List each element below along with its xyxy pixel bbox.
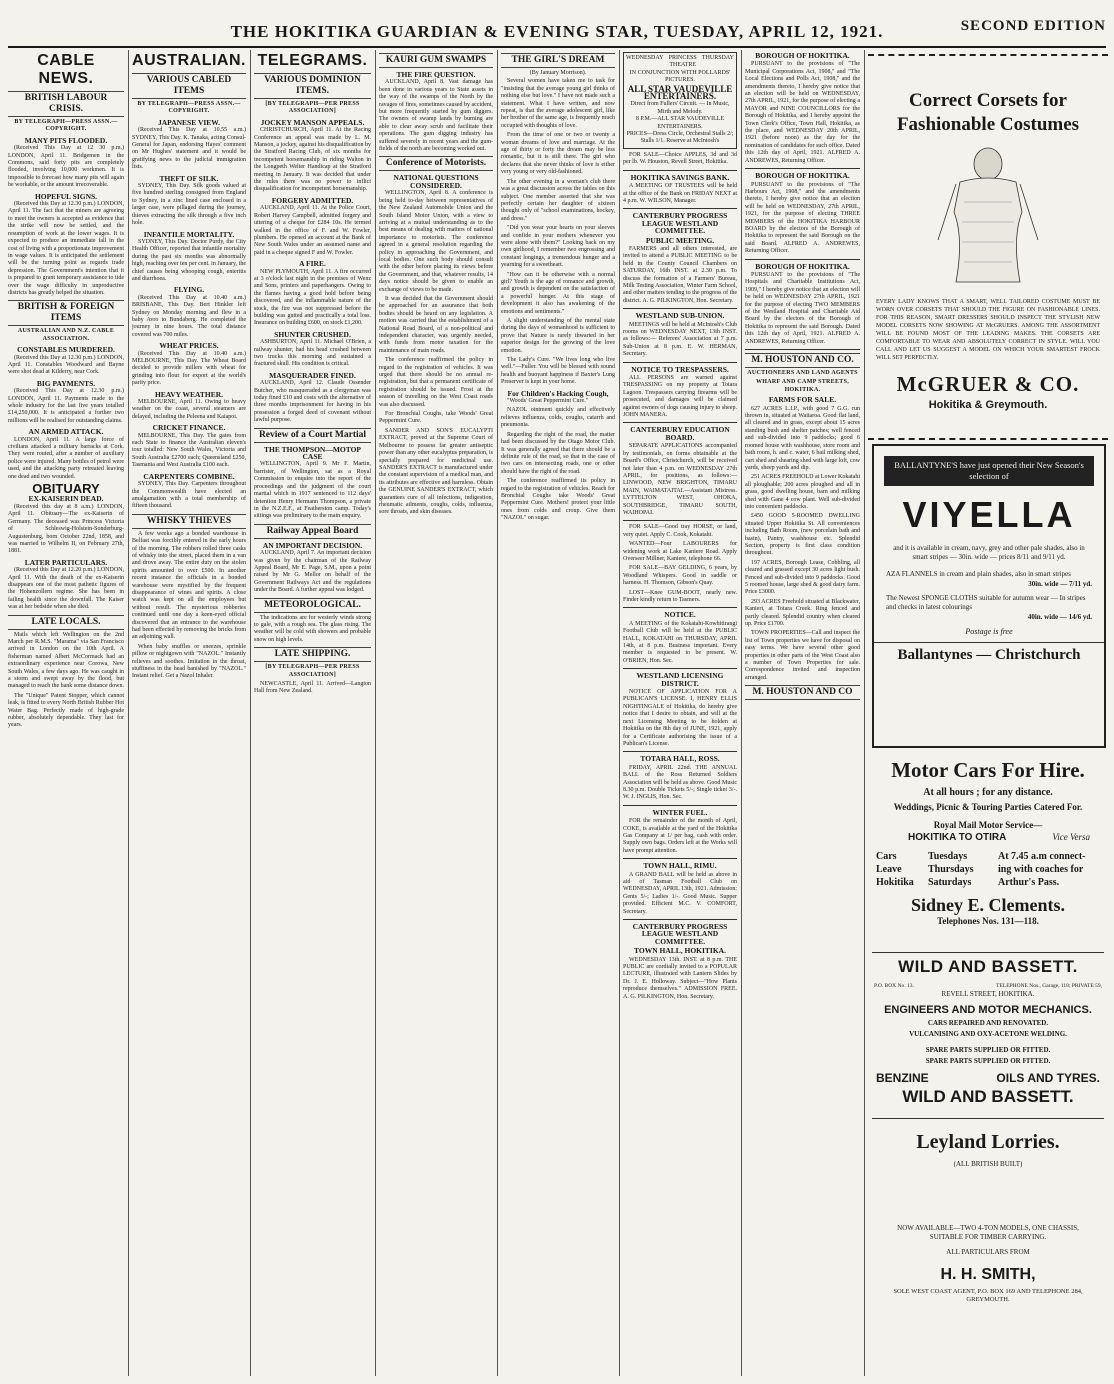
address: REVELL STREET, HOKITIKA.: [941, 990, 1035, 998]
article-text: Regarding the right of the road, the matter had been discussed by the Otago Motor Club. It was generally agreed that there should be a definite rule of the road, so that in the case of two cars on intersecting roads, one or other should have the right of the road.: [501, 431, 615, 475]
viyella-name: VIYELLA: [902, 494, 1076, 535]
column-rule: [128, 50, 129, 1376]
obituary-heading: OBITUARY: [32, 481, 100, 497]
property-listing: TOWN PROPERTIES—Call and inspect the list of Town properties we have for disposal on easy terms. We have several other good properties in other parts of the West Coast also a number of Town Properties for sale. Correspondence invited and inspection arranged.: [745, 630, 860, 681]
subheading: THE FIRE QUESTION.: [396, 70, 476, 79]
wild-bassett-footer: WILD AND BASSETT.: [902, 1087, 1074, 1106]
article-text: (Received This Day at 10.40 a.m.) MELBOURNE, This Day. The Wheat Board decided to provide millers with wheat for grinding into flour for export at the world's parity price.: [132, 350, 246, 387]
article-heading: BRITISH & FOREIGN ITEMS: [8, 300, 124, 326]
article-heading: VARIOUS CABLED ITEMS: [132, 73, 246, 99]
theatre-banner: [623, 52, 737, 149]
corsets-heading: Correct Corsets for: [909, 90, 1067, 111]
motor-heading: Motor Cars For Hire.: [891, 758, 1085, 782]
article-heading: KAURI GUM SWAMPS: [379, 53, 493, 68]
theatre-headline: ALL STAR VAUDEVILLE ENTERTAINERS.: [627, 83, 733, 102]
property-listing: 627 ACRES L.I.P., with good 7 G.G. run thrown in, situated at Waitaroa. Good flat land, all cleared and in grass, except about 15 acres standing bush and shelter patches; well fenced and sub-divided into 9 paddocks; good 6 roomed house with washhouse, store room and bath room, h. and c. water, 6 bail milking shed, cart shed and shearing shed with large loft, cow yards, sheep yards and dip.: [745, 405, 860, 471]
classified-ad: WANTED—Four LABOURERS for widening work at Lake Kaniere Road. Apply Overseer Millner, Kaniere, telephone 66.: [623, 541, 737, 562]
notice-heading: TOTARA HALL, ROSS.: [640, 754, 720, 764]
wild-bassett-ad: [872, 952, 1104, 1113]
sponge-cloths: The Newest SPONGE CLOTHS suitable for autumn wear — In stripes and checks in latest colourings: [886, 594, 1086, 611]
article-heading: BRITISH LABOUR CRISIS.: [8, 91, 124, 117]
section-heading: CABLE NEWS.: [37, 52, 95, 87]
ad-divider: [623, 919, 737, 920]
ad-divider: [623, 422, 737, 423]
article-heading: METEOROLOGICAL.: [254, 598, 371, 613]
motor-line: Weddings, Picnic & Touring Parties Catered For.: [893, 802, 1083, 812]
notice-heading: WESTLAND SUB-UNION.: [635, 311, 725, 321]
classified-ad: ALL PERSONS are warned against TRESPASSING on my property at Totara Lagoon. Trespassers carrying firearms will be prosecuted, and damages will be claimed against owners of dogs causing injury to sheep. JOHN MANERA.: [623, 375, 737, 419]
classified-ad: LOST—Knee GUM-BOOT, nearly new. Finder kindly return to Tasmers.: [623, 589, 737, 603]
article-text: AUCKLAND, April 8. Vast damage has been done in various years to State assets in the way of the swamps of the North by the ravages of fires, sometimes caused by accident, but more frequently started by gum diggers. The owners of swamp lands by burning are able to clear away scrub and facilitate their operations. The gum digging industry has suffered severely in recent years and the gum-fields of the north are becoming worked out.: [379, 79, 493, 153]
article-text: A few weeks ago a bonded warehouse in Belfast was forcibly entered in the early hours of the morning. The robbers rolled three casks of whisky into the street, placed them in a van and drove away. The entire duty on the stolen spirits amounted to over £500. In another recent instance the officials in a bonded warehouse were mystified by the frequent disappearance of wines and spirits. A close watch was kept on all the employees but without result. The mysterious robberies continued until one day a keen-eyed official discovered that an entrance to the warehouse had been effected by removing the bricks from an adjoining wall.: [132, 530, 246, 641]
ballantynes-logo: Ballantynes — Christchurch: [874, 642, 1104, 664]
ad-divider: [623, 208, 737, 209]
subheading: For Children's Hacking Cough,: [507, 388, 609, 398]
agent-address: SOLE WEST COAST AGENT, P.O. BOX 169 AND TELEPHONE 284, GREYMOUTH.: [893, 1288, 1083, 1303]
mcgruer-locations: Hokitika & Greymouth.: [928, 399, 1048, 411]
article-text: NEW PLYMOUTH, April 11. A fire occurred at 3 o'clock last night in the premises of Wenz and Sons, printers and paperhangers. Owing to the flames having a good hold before being discovered, and the inflammable nature of the stock, the fire was not suppressed before the building was gutted and practically a total loss. Insurance on building £600, on stock £1,200.: [254, 268, 371, 327]
service-line: SPARE PARTS SUPPLIED OR FITTED.: [925, 1046, 1051, 1054]
ad-divider: [623, 805, 737, 806]
article-text: It was decided that the Government should be approached for an assurance that both bodies should be heard on any legislation. A motion was carried that the establishment of a National Road Board, of a non-political and independent character, was urgently needed, with funds from motor taxation for the maintenance of main roads.: [379, 295, 493, 354]
timetable-cell: Hokitika: [876, 877, 914, 888]
motor-phone: Telephones Nos. 131—118.: [937, 916, 1039, 926]
article-heading: LATE SHIPPING.: [254, 647, 371, 662]
article-text: SYDNEY, This Day. Silk goods valued at five hundred sterling consigned from England to Sydney, in a zinc lined case enclosed in a larger case, were pillaged during the journey, thieves extracting the silk through a five inch hole.: [132, 183, 246, 227]
subheading: INFANTILE MORTALITY.: [143, 229, 235, 239]
credit-line: AUSTRALIAN AND N.Z. CABLE ASSOCIATION.: [17, 328, 115, 342]
article-text: AUCKLAND, April 12. Claude Ossender Butcher, who masqueraded as a clergyman was today fined £10 and costs with the alternative of three months imprisonment for having in his possession a forged deed of covenant without lawful purpose.: [254, 380, 371, 424]
article-text: For Bronchial Coughs, take Woods' Great Peppermint Cure.: [379, 411, 493, 425]
subheading: CRICKET FINANCE.: [152, 423, 226, 433]
timetable-cell: Cars: [876, 851, 897, 862]
article-text: AUCKLAND, April 7. An important decision was given by the chairman of the Railway Appeal Board, Mr E. Page, S.M., upon a point raised by Mr G. Mellor on behalf of the Government Railways Act and the regulations under the Board. A further appeal was lodged.: [254, 550, 371, 594]
motor-hire-ad: [872, 754, 1104, 944]
subheading: HOPEFUL SIGNS.: [34, 191, 98, 201]
credit-line: BY TELEGRAPH—PRESS ASSN.—COPYRIGHT.: [137, 101, 241, 115]
edition-label: SECOND EDITION: [960, 18, 1106, 34]
timetable-cell: Tuesdays: [928, 851, 968, 862]
article-text: (Received this Day at 12.20 p.m.) LONDON, April 11. With the death of the ex-Kaiserin disappears one of the most pathetic figures of the Hohenzollern regime. She has been in failing health since the downfall. The Kaiser was at her bedside when she died.: [8, 567, 124, 611]
subheading: LATER PARTICULARS.: [24, 557, 108, 567]
classified-ad: FARMERS and all others interested, are invited to attend a PUBLIC MEETING to be held in the County Council Chambers on SATURDAY, 16th INST. at 2.30 p.m. To discuss the formation of a Farmers' Bureau, Milk Testing Association, Winter Farm School, and other matters tending to the progress of the district. A. G. PILKINGTON, Hon. Secretary.: [623, 245, 737, 304]
corset-figure-illustration: [872, 142, 1104, 292]
credit-line: [BY TELEGRAPH—PER PRESS ASSOCIATION]: [265, 664, 360, 678]
notice-heading: BOROUGH OF HOKITIKA.: [755, 51, 850, 60]
column-rule: [250, 50, 251, 1376]
service-line: VULCANISING AND OXY-ACETONE WELDING.: [909, 1030, 1067, 1038]
classified-ad: A MEETING OF TRUSTEES will be held at the office of the Bank on FRIDAY NEXT at 4 p.m. W. WILSON, Manager.: [623, 183, 737, 204]
subheading: CARPENTERS COMBINE.: [143, 471, 235, 481]
notice-heading: WINTER FUEL.: [652, 807, 708, 817]
corsets-heading-2: Fashionable Costumes: [896, 114, 1080, 135]
subheading: HEAVY WEATHER.: [154, 389, 224, 399]
official-notice: PURSUANT to the provisions of "The Municipal Corporations Act, 1908," and "The Local Elections and Polls Act, 1908," and the amendments thereto, I hereby give notice that an election will be held on WEDNESDAY, 27th APRIL, 1921, for the purpose of electing a MAYOR and NINE COUNCILLORS for the Borough of Hokitika, and I hereby appoint the Town Clerk's Office, Town Hall, Hokitika, as the place, and WEDNESDAY 20th APRIL, 1921 (before noon) as the day for the nomination of candidates for such office. Dated this 12th day of April, 1921. ALFRED A. ANDREWES, Returning Officer.: [745, 61, 860, 164]
column-notices: [623, 50, 737, 1378]
property-listing: 197 ACRES, Borough Lease, Cobbling, all cleared and grassed except 30 acres light bush. Fenced and sub-divided into 9 paddocks. Good 5 roomed house, large shed & good dairy farm. Price £3000.: [745, 559, 860, 596]
subheading: FORGERY ADMITTED.: [271, 195, 354, 205]
benzine-label: BENZINE: [876, 1071, 929, 1085]
subheading: JOCKEY MANSON APPEALS.: [260, 117, 365, 127]
classified-ad: FOR the remainder of the month of April, COKE, is available at the yard of the Hokitika Gas Company at 1/ per bag, cash with order. Supply own bags. Orders left at the Works will have prompt attention.: [623, 818, 737, 854]
viyella-ad: [872, 444, 1106, 748]
subheading: FLYING.: [173, 285, 205, 295]
column-rule: [497, 50, 498, 1376]
article-heading: LATE LOCALS.: [8, 615, 124, 630]
classified-ad: NOTICE OF APPLICATION FOR A PUBLICAN'S LICENSE. I, HENRY ELLIS NIGHTINGALE of Hokitika, do hereby give notice that I desire to obtain, and will at the next Licensing Meeting to be holden at Hokitika on the 8th day of JUNE, 1921, apply for a Certificate authorising the issue of a Publican's License.: [623, 689, 737, 747]
oils-label: OILS AND TYRES.: [996, 1071, 1100, 1085]
advertiser-heading: M. HOUSTON AND CO.: [745, 353, 860, 368]
timetable-cell: At 7.45 a.m connect-: [998, 851, 1086, 862]
column-cable-news: [8, 50, 124, 1378]
theatre-day-left: WEDNESDAY: [626, 55, 664, 61]
ad-divider: [745, 259, 860, 260]
classified-ad: A GRAND BALL will be held as above in aid of Tasman Football Club on WEDNESDAY, APRIL 13th, 1921. Admission: Gents 5/-; Ladies 1/-. Good Music. Supper provided. Efficient M.C. V. COMFORT, Secretary.: [623, 871, 737, 915]
article-text: (Received This Day at 12.30 p.m.) LONDON, April 11. Payments made to the whole industry for the last five years totalled £14,250,000. It is anticipated a further two millions will be realised for outstanding claims.: [8, 388, 124, 424]
notice-heading: TOWN HALL, RIMU.: [643, 861, 717, 871]
column-girls-dream: [501, 50, 615, 1378]
article-text: NEWCASTLE, April 11. Arrived—Langton Hall from New Zealand.: [254, 681, 371, 695]
column-australian: [132, 50, 246, 1378]
notice-heading: PUBLIC MEETING.: [645, 235, 715, 245]
article-text: AUCKLAND, April 11. At the Police Court, Robert Harvey Campbell, admitted forgery and uttering of a cheque for £284 10s. He termed walked in the office of F. and W. Fowler, plumbers. He opened an account at the Bank of New South Wales under an assumed name and paid in a cheque signed F and W. Fowler.: [254, 205, 371, 256]
article-heading: THE GIRL'S DREAM: [501, 53, 615, 68]
ad-divider: [623, 668, 737, 669]
timetable: [872, 850, 1104, 889]
timetable-row: [872, 876, 1104, 889]
route: HOKITIKA TO OTIRA: [908, 832, 1007, 843]
subheading: NATIONAL QUESTIONS CONSIDERED.: [393, 173, 479, 190]
notice-heading: TOWN HALL, HOKITIKA.: [634, 946, 726, 956]
corsets-ad: [872, 60, 1104, 432]
section-heading: TELEGRAMS.: [257, 52, 368, 69]
article-text: WELLINGTON, April 9. Mr F. Martin, barrister, of Wellington, sat as a Royal Commission to enquire into the report of the proceedings and the judgment of the court martial which in 1917 sentenced to 112 days' detention Henry Hermann Thompson, a private in the N.Z.E.F., at Featherston camp. Today's sittings was preliminary to the main enquiry.: [254, 461, 371, 520]
article-heading: Railway Appeal Board: [254, 524, 371, 539]
property-listing: 251 ACRES FREEHOLD at Lower Kokatahi all ploughable; 200 acres ploughed and all in grass, good dwelling house, barn and milking shed with Gane 4 cow plant. Well sub-divided into convenient paddocks.: [745, 474, 860, 510]
column-rule: [741, 50, 742, 1376]
byline: (By January Morrison).: [529, 70, 587, 76]
article-text: The other evening in a woman's club there was a great discussion across the tables on this subject. One member asserted that she was perfectly certain her daughter of sixteen thought only of "school examinations, hockey, and dress.": [501, 178, 615, 222]
article-text: (Received this Day at 12.30 p.m.) LONDON, April 11. Constables Woodward and Bayne were shot dead at Kilderry, near Cork.: [8, 354, 124, 376]
article-heading: WHISKY THIEVES: [132, 514, 246, 529]
route-note: Vice Versa: [1052, 832, 1090, 842]
agent-name: H. H. SMITH,: [940, 1266, 1036, 1283]
subheading: THE THOMPSON—MOTOP CASE: [263, 444, 362, 462]
credit-line: [BY TELEGRAPH—PER PRESS ASSOCIATION]: [265, 101, 360, 115]
ad-divider: [623, 858, 737, 859]
ad-divider: [745, 168, 860, 169]
article-text: ASHBURTON, April 11. Michael O'Brien, a railway shunter, had his head crushed between two trucks this morning and sustained a fractured skull. His condition is critical.: [254, 339, 371, 368]
official-notice: PURSUANT to the provisions of "The Hospitals and Charitable Institutions Act, 1909," I hereby give notice that an election will be held on WEDNESDAY 27th APRIL, 1921 for the purpose of electing TWO MEMBERS of the Westland Hospital and Charitable Aid Board by the electors of the Borough of Hokitika to represent the said Borough. Dated this 12th day of April, 1921. ALFRED A. ANDREWES, Returning Officer.: [745, 271, 860, 345]
classified-ad: SEPARATE APPLICATIONS accompanied by testimonials, on forms obtainable at the Board's Office, Christchurch, will be received not later than 4 p.m. on WEDNESDAY 27th APRIL, for positions, as follows:— LINWOOD, NEW BRIGHTON, TIMARU MAIN, WAIMATAITAI.—Assistant Mistress. LYTTELTON WEST, OHOKA, SOUTHBRIDGE, TIMARU SOUTH, WAIHOPAI.: [623, 443, 737, 516]
leyland-sub: (ALL BRITISH BUILT): [953, 1160, 1023, 1168]
section-heading: AUSTRALIAN.: [132, 52, 246, 69]
subheading: SHUNTER CRUSHED.: [274, 329, 351, 339]
ad-divider: [623, 170, 737, 171]
advertiser-heading: M. HOUSTON AND CO: [745, 685, 860, 700]
article-heading: VARIOUS DOMINION ITEMS.: [254, 73, 371, 99]
column-borough: [745, 50, 860, 1378]
article-text: When baby snuffles or sneezes, sprinkle pillow or nightgown with "NAZOL." Instantly relieves and soothes. Imitation in the throat, stuffiness in the head banished by "NAZOL." Instant relief. Get a Nazol Inhaler.: [132, 643, 246, 680]
motor-line: At all hours ; for any distance.: [923, 787, 1053, 798]
article-text: (Received this Day at 12.30 p.m.) LONDON, April 11. The fact that the miners are agreeing to meet the owners is accepted as evidence that the strike will now be settled, and the resumption of work at the lower wages. It is expected to produce an immediate fall in the cost of living with a proportionate improvement in wage values. It is anticipated the settlement will be the turning point as regards trade depression. The Government's intention that it is prepared to grant temporary assistance to tide over the wage difficulty in unproductive districts has greatly helped the situation.: [8, 201, 124, 296]
advertiser-address: WHARF AND CAMP STREETS, HOKITIKA.: [755, 379, 850, 393]
postage-note: Postage is free: [965, 627, 1013, 636]
sponge-price: 40in. wide — 14/6 yd.: [1027, 613, 1092, 621]
corsets-body: EVERY LADY KNOWS THAT A SMART, WELL TAILORED COSTUME MUST BE WORN OVER CORSETS THAT SHOULD THE FIGURE ON FASHIONABLE LINES. FOR THIS REASON, SMART DRESSERS SHOULD INSPECT THE STYLISH NEW MODEL CORSETS NOW SHOWING AT McGRUERS. AMONG THE ASSORTMENT WILL BE FOUND MOST OF THE LEADING MAKES. THE CORSETS ARE COMFORTABLE TO WEAR AND ABSOLUTELY CORRECT IN STYLE. WILL YOU CALL AND LET US SUGGEST A MODEL ON WHICH YOUR SMARTEST FROCK WILL SET PERFECTLY.: [876, 299, 1100, 361]
aza-flannels: AZA FLANNELS in cream and plain shades, also in smart stripes: [886, 570, 1071, 578]
timetable-row: [872, 850, 1104, 863]
notice-heading: BOROUGH OF HOKITIKA.: [755, 261, 850, 271]
timetable-cell: Saturdays: [928, 877, 972, 888]
timetable-cell: Leave: [876, 864, 902, 875]
theatre-line: IN CONJUNCTION WITH POLLARDS' PICTURES.: [629, 69, 731, 84]
classified-ad: WEDNESDAY 13th. INST. at 8 p.m. THE PUBLIC are cordially invited to a POPULAR LECTURE, illustrated with Lantern Slides by Dr. J. E. Holloway. Subject—"How Plants reproduce themselves." ADMISSION FREE. A. G. PILKINGTON, Hon. Secretary.: [623, 956, 737, 1000]
ad-divider: [623, 751, 737, 752]
article-text: "Woods' Great Peppermint Cure.": [507, 398, 589, 405]
masthead-rule: [8, 46, 1106, 48]
article-text: (Received This Day at 12 30 p.m.) LONDON, April 11. Bridgemen in the Commons, said forty pits are completely flooded, involving 10,000 workmen. It is impossible to forecast how many pits will again be workable, or the amount irrecoverable.: [8, 145, 124, 189]
timetable-cell: Arthur's Pass.: [998, 877, 1060, 888]
article-text: The conference reaffirmed the policy in regard to the registration of vehicles. It was urged that there should be no annual re-registration, but that a permanent certificate of registration should be issued. Frost at the season of travelling on the West Coast roads was also discussed.: [379, 357, 493, 408]
article-text: SANDER AND SON'S EUCALYPTI EXTRACT, proved at the Supreme Court of Melbourne to possess far greater antiseptic power than any other eucalyptus preparation, is specially prepared for medicinal use. SANDER'S EXTRACT is manufactured under the constant supervision of a medical man, and its attributes are effective and harmless. Obtain the GENUINE SANDER'S EXTRACT, which guarantees cure of all infections, indigestion, rheumatic ailments, coughs, colds, influenza, sore throats, and skin diseases.: [379, 427, 493, 516]
column-rule: [619, 50, 620, 1376]
viyella-body: and it is available in cream, navy, grey and other pale shades, also in smart stripes — 30in. wide — prices 8/11 and 9/11 yd.: [893, 544, 1085, 561]
telephone-info: TELEPHONE Nos., Garage, 118; PRIVATE 59,: [996, 983, 1102, 989]
advertiser-sub: AUCTIONEERS AND LAND AGENTS: [747, 370, 858, 377]
article-text: SYDNEY, This Day. Carpenters throughout the Commonwealth have elected an amalgamation with a total membership of fifteen thousand.: [132, 481, 246, 510]
subheading: AN IMPORTANT DECISION.: [262, 540, 363, 550]
article-heading: Review of a Court Martial: [254, 428, 371, 443]
theatre-day-right: THURSDAY: [701, 55, 734, 61]
viyella-intro: BALLANTYNE'S have just opened their New Season's selection of: [884, 456, 1094, 486]
mail-service: Royal Mail Motor Service—: [933, 820, 1043, 830]
article-text: From the time of one or two or twenty a woman dreams of love and marriage. At the age of thirty or forty the dream may be less romantic, but it is still there. The girl who declares that she never thinks of love is either very young or very old-fashioned.: [501, 132, 615, 176]
theatre-line: Direct from Fullers' Circuit. — In Music, Mirth and Melody.: [630, 101, 730, 115]
subheading: BIG PAYMENTS.: [36, 378, 96, 388]
ad-border: [868, 438, 1108, 440]
service-line: CARS REPAIRED AND RENOVATED.: [927, 1019, 1049, 1027]
notice-heading: CANTERBURY PROGRESS LEAGUE WESTLAND COMMITTEE.: [632, 211, 728, 236]
timetable-cell: ing with coaches for: [998, 864, 1084, 875]
official-notice: PURSUANT to the provisions of "The Harbours Act, 1908," and the amendments thereto, I hereby give notice that an election will be held on WEDNESDAY, 27th APRIL, 1921, for the purpose of electing THREE MEMBERS of the HOKITIKA HARBOUR BOARD by the electors of the Borough of Hokitika to represent the said Borough on the said Board. ALFRED A. ANDREWES, Returning Officer.: [745, 181, 860, 255]
subheading: MANY PITS FLOODED.: [24, 135, 108, 145]
notice-heading: HOKITIKA SAVINGS BANK.: [630, 172, 730, 182]
notice-heading: CANTERBURY PROGRESS LEAGUE WESTLAND COMMITTEE.: [632, 922, 728, 946]
subheading: AN ARMED ATTACK.: [28, 427, 104, 437]
ad-divider: [623, 607, 737, 608]
article-text: WELLINGTON, April 8. A conference is being held to-day between representatives of the New Zealand Automobile Union and the South Island Motor Union, with a view to arriving at a mutual understanding as to the best means of dealing with matters of national importance to motorists. The conference agreed in a general resolution regarding the policy in approaching the Government, and local bodies. One such body should consult with the other before placing its views before the Government, and that, whatever results, 14 days notice should be given to enable an exchange of views to be made.: [379, 190, 493, 293]
article-text: LONDON, April 11. A large force of civilians attacked a military barracks at Cork. They were routed, after a number of auxiliary police were injured. Many bottles of petrol were used, and the attacking party retreated leaving one dead and two wounded.: [8, 436, 124, 480]
article-text: A slight understanding of the mental state during the days of womanhood is sufficient to prove that Nature is rarely thwarted in her superior design for the growing of the love emotion.: [501, 318, 615, 354]
article-text: (Received this day at 8 a.m.) LONDON, April 11. Obituary—The ex-Kaiserin of Germany. The deceased was Princess Victoria of Schleswig-Holstein-Sonderburg-Augustenburg, born October 22nd, 1858, and was married to Wilhelm II, on February 27th, 1881.: [8, 503, 124, 555]
notice-heading: BOROUGH OF HOKITIKA.: [755, 171, 850, 181]
engineers-heading: ENGINEERS AND MOTOR MECHANICS.: [884, 1004, 1092, 1016]
timetable-row: [872, 863, 1104, 876]
article-text: NAZOL ointment quickly and effectively relieves influenza, colds, coughs, catarrh and pneumonia.: [501, 407, 615, 429]
leyland-ad: [872, 1118, 1104, 1377]
article-text: CHRISTCHURCH, April 11. At the Racing Conference an appeal was made by L. M. Manson, a jockey, against his disqualification by the Stratford Racing Club, of six months for incompetent horsemanship in riding Walton in the Longpeth Welter Handicap at the Stratford meeting in January. It was decided that under the rules there was no power to inflict disqualification for incompetent horsemanship.: [254, 127, 371, 193]
ad-divider: [623, 362, 737, 363]
ad-divider: [623, 520, 737, 521]
leyland-particulars: ALL PARTICULARS FROM: [946, 1248, 1030, 1256]
subheading: EX-KAISERIN DEAD.: [28, 494, 104, 504]
timetable-cell: Thursdays: [928, 864, 974, 875]
service-line: SPARE PARTS SUPPLIED OR FITTED.: [925, 1057, 1051, 1065]
subheading: A FIRE.: [299, 259, 326, 269]
motor-owner: Sidney E. Clements.: [910, 895, 1065, 915]
notice-heading: CANTERBURY EDUCATION BOARD.: [630, 425, 730, 442]
masthead-title: THE HOKITIKA GUARDIAN & EVENING STAR, TUESDAY, APRIL 12, 1921.: [230, 22, 884, 41]
article-heading: Conference of Motorists.: [379, 156, 493, 171]
article-text: "How can it be otherwise with a normal girl? Youth is the age of romance and growth, and growth is dependent on the satisfaction of a powerful hunger. At this stage of development it also has awakening of the emotions and sentiments.": [501, 271, 615, 315]
po-box: P.O. BOX No. 13.: [874, 983, 914, 989]
ad-border: [868, 54, 1108, 56]
ad-divider: [745, 349, 860, 350]
classified-ad: FOR SALE—Choice APPLES, 3d and 3d per lb. W. Houston, Revell Street, Hokitika.: [623, 151, 737, 166]
leyland-heading: Leyland Lorries.: [916, 1131, 1060, 1153]
subheading: WHEAT PRICES.: [159, 341, 219, 351]
article-text: MELBOURNE, This Day. The gates from each State to finance the Australian eleven's tour totalled: New South Wales, Victoria and South Australia £2700 each; Queensland £250, Tasmania and West Australia £100 each.: [132, 432, 246, 469]
article-text: The indications are for westerly winds strong to gale, with a rough sea. The glass rising. The weather will be cold with showers and probable snow on high levels.: [254, 614, 371, 643]
notice-heading: FARMS FOR SALE.: [768, 395, 837, 405]
subheading: JAPANESE VIEW.: [158, 117, 220, 127]
column-kauri: [379, 50, 493, 1378]
article-text: "Did you wear your hearts on your sleeves and confide in your mothers whenever you were alone with them?" Looking back on my own girlhood, I remember two engrossing and constant longings, a tremendous hunger and a yearning for a sweetheart.: [501, 225, 615, 269]
column-telegrams: [254, 50, 371, 1378]
article-text: MELBOURNE, April 11. Owing to heavy weather on the coast, several steamers are delayed, including the Peleena and Kaiapoi.: [132, 399, 246, 420]
wild-bassett-heading: WILD AND BASSETT.: [898, 957, 1078, 976]
subheading: THEFT OF SILK.: [159, 173, 219, 183]
subheading: MASQUERADER FINED.: [269, 370, 356, 380]
classified-ad: MEETINGS will be held at McIntosh's Club rooms on WEDNESDAY NEXT, 13th INST. as follows:— Referees' Association at 7 p.m. Sub-Union at 8 p.m. E. W. HERMAN, Secretary.: [623, 321, 737, 358]
property-listing: £450 GOOD 5-ROOMED DWELLING situated Upper Hokitika St. All conveniences including Bath Room, (new porcelain bath and basin), Pantry, washhouse etc. Splendid Section, property is first class condition throughout.: [745, 513, 860, 557]
article-text: (Received This Day at 10.55 a.m.) SYDNEY, This Day. K. Tanaka, acting Consul-General for Japan, endorsing Hayes' comment on Mr Hughes' statement and it would be gratifying news to the judicial immigration lists.: [132, 127, 246, 171]
property-listing: 293 ACRES Freehold situated at Blackwater, Kanieri, at Totara Creek. Ring fenced and partly cleared. Splendid country when cleared up. Price £1700.: [745, 598, 860, 628]
credit-line: BY TELEGRAPH—PRESS ASSN.—COPYRIGHT.: [14, 119, 118, 133]
classified-ad: FRIDAY, APRIL 22nd. THE ANNUAL BALL of the Ross Returned Soldiers Association will be held as above. Good Music 8.30 p.m. Double Tickets 5/-; Single ticket 3/-. W. J. INGLIS, Hon. Sec.: [623, 764, 737, 801]
article-text: The conference reaffirmed its policy in regard to the registration of vehicles. Reach for Bronchial Coughs take Woods' Great Peppermint Cure. Mothers! protect your little ones from colds and croup. Give them "NAZOL" on sugar.: [501, 478, 615, 522]
classified-ad: FOR SALE—BAY GELDING, 6 years, by Woodland Whispers. Good in saddle or harness. H. Thomson, Gibson's Quay.: [623, 565, 737, 587]
theatre-name: PRINCESS THEATRE: [668, 55, 697, 69]
article-text: Mails which left Wellington on the 2nd March per R.M.S. "Marama" via San Francisco arrived in London on the 10th April. A fisherman named Albert McCormack had an extraordinary experience near Corowa, New South Wales, a few days ago. He was caught in a storm and swept away by the flood, but managed to reach the bank some distance down.: [8, 631, 124, 690]
column-rule: [375, 50, 376, 1376]
notice-heading: WESTLAND LICENSING DISTRICT.: [636, 671, 724, 688]
classified-ad: FOR SALE—Good tray HORSE, or land, very quiet. Apply C. Cook, Kokatahi.: [623, 524, 737, 538]
leyland-body: NOW AVAILABLE—TWO 4-TON MODELS, ONE CHASSIS, SUITABLE FOR TIMBER CARRYING.: [897, 1224, 1079, 1241]
article-text: The Lady's Cure. "We lives long who live well."—Fuller. You will be blessed with sound health and buoyant happiness if Baxter's Lung Preserver is kept in your home.: [501, 357, 615, 386]
subheading: CONSTABLES MURDERED.: [17, 345, 115, 355]
column-rule: [864, 50, 865, 1376]
article-text: The "Unique" Patent Stopper, which cannot leak, is fitted to every North British Rubber Hot Water Bag. Perfectly made of high-grade rubber, absolutely dependable. They last for years.: [8, 692, 124, 729]
article-text: Several women have taken me to task for "insisting that the average young girl thinks of nothing else but love." I have not made such a statement. What I have written, and now repeat, is that the average adolescent girl, like her brother of the same age, is frequently much occupied with thoughts of love.: [501, 78, 615, 129]
masthead: [0, 18, 1114, 44]
notice-heading: NOTICE TO TRESPASSERS.: [631, 364, 729, 374]
article-text: SYDNEY, This Day. Doctor Purdy, the City Health Officer, reported that infantile mortality during the past six months was abnormally high, reaching over ten per cent. in January, the chief causes being whooping cough, enteritis and diarrhoea.: [132, 238, 246, 282]
ad-divider: [623, 308, 737, 309]
aza-price: 30in. wide — 7/11 yd.: [1028, 580, 1092, 588]
theatre-line: 8 P.M.—ALL STAR VAUDEVILLE ENTERTAINERS.: [635, 116, 725, 130]
notice-heading: NOTICE.: [664, 610, 696, 620]
classified-ad: A MEETING of the Kokatahi-Kowhitirangi Football Club will be held at the PUBLIC HALL, KOKATAHI on THURSDAY, APRIL 14th, at 8 p.m. Business important. Every member is requested to be present. W. O'BRIEN, Hon. Sec.: [623, 620, 737, 664]
article-text: (Received This Day at 10.40 a.m.) BRISBANE, This Day. Bert Hinkler left Sydney on Monday morning and flew in a baby Avro to Bundaberg. He completed the journey in nine hours. The total distance covered was 700 miles.: [132, 294, 246, 338]
theatre-prices: PRICES—Dress Circle, Orchestral Stalls 2/; Stalls 1/1. Reserve at McIntosh's: [626, 131, 734, 145]
mcgruer-logo: McGRUER & CO.: [896, 372, 1080, 396]
